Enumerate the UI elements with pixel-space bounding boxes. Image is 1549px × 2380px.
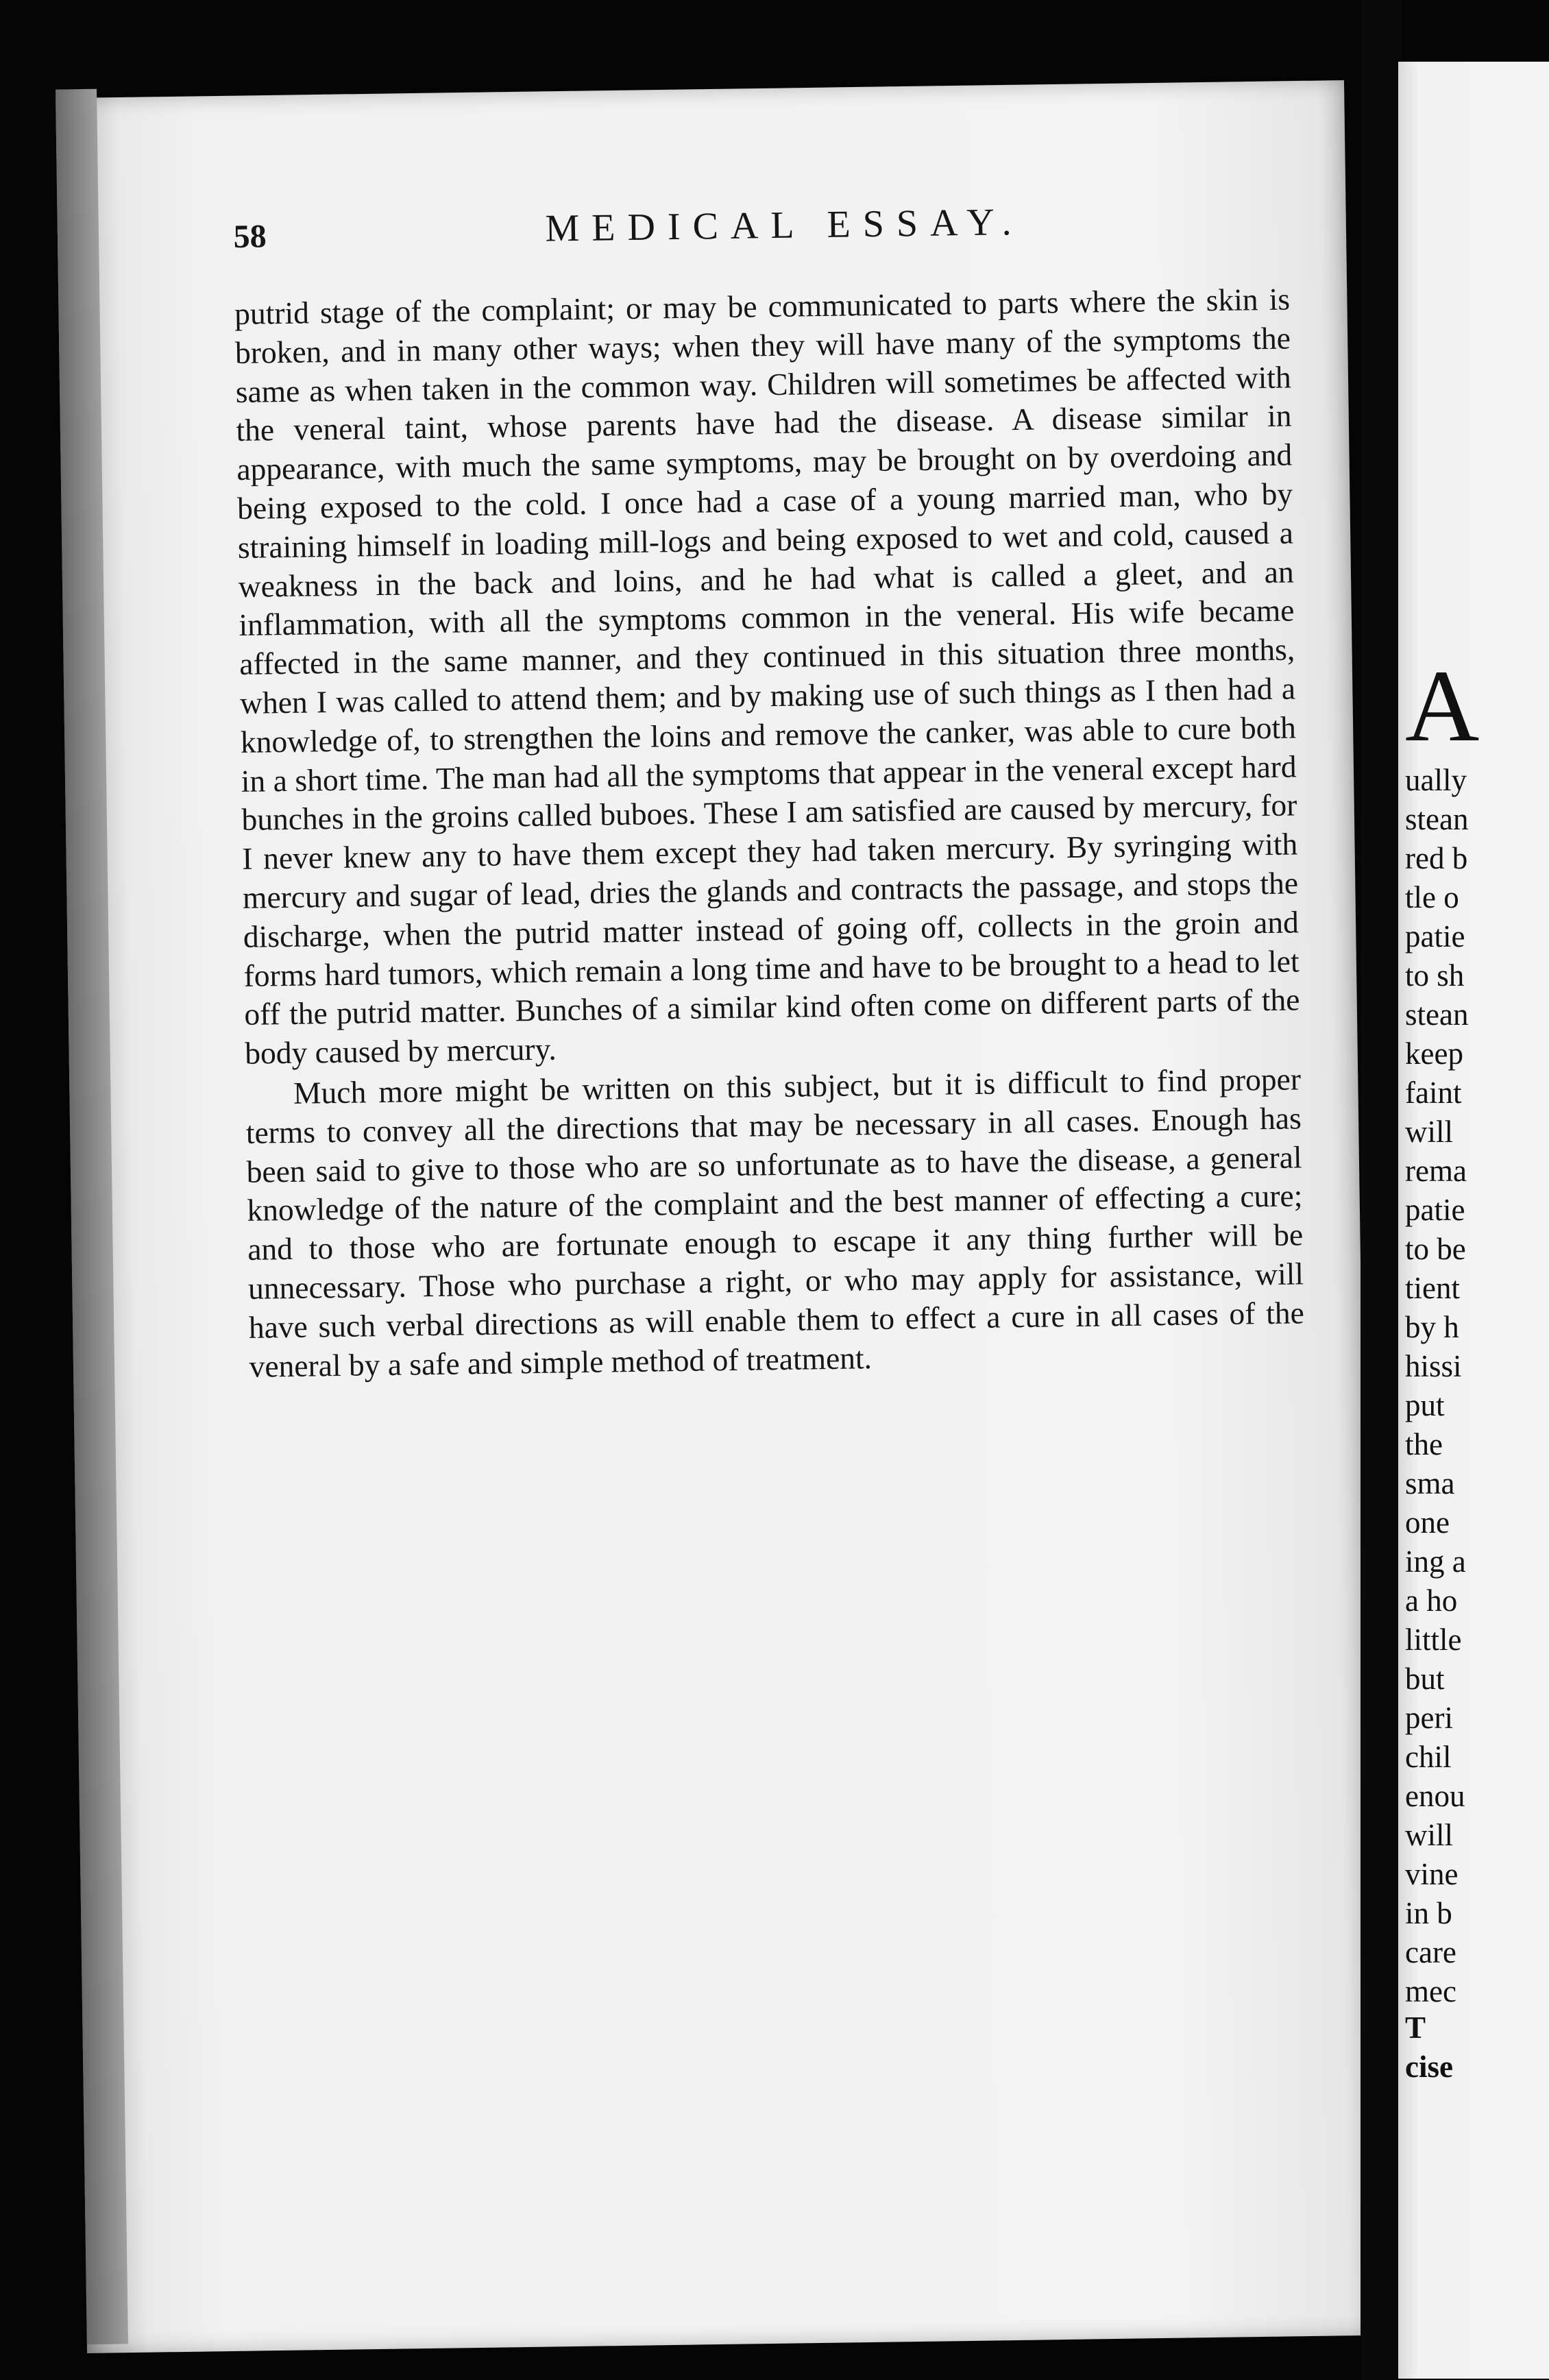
facing-page-line: red b [1405, 841, 1468, 875]
facing-page-line: by h [1405, 1310, 1459, 1344]
facing-page-line: will [1405, 1818, 1454, 1852]
page-number: 58 [233, 218, 267, 255]
drop-cap: A [1405, 649, 1480, 763]
facing-page-line: sma [1405, 1466, 1455, 1501]
book-gutter [1361, 0, 1402, 2380]
facing-page-line: will [1405, 1115, 1454, 1149]
facing-page-line: faint [1405, 1076, 1462, 1110]
body-text [234, 280, 1305, 1386]
facing-page-line: patie [1405, 919, 1465, 954]
facing-page-footer-line: T [1405, 2011, 1426, 2045]
facing-page [1398, 62, 1549, 2379]
facing-page-line: little [1405, 1623, 1462, 1657]
facing-page-line: chil [1405, 1740, 1452, 1774]
paragraph: Much more might be written on this subject, but it is difficult to find proper terms to convey all the directions that may be necessary in all cases. Enough has been said to give to those who are so unfortunate as to have the disease, a general knowledge of the nature of the complaint and the best manner of effecting a cure; and to those who are fortunate enough to escape it any thing further will be unnecessary. Those who purchase a right, or who may apply for assistance, will have such verbal directions as will enable them to effect a cure in all cases of the veneral by a safe and simple method of treatment. [245, 1061, 1305, 1384]
facing-page-lines [1405, 761, 1549, 2011]
paragraph: putrid stage of the complaint; or may be communicated to parts where the skin is broken, and in many other ways; when they will have many of the symptoms the same as when taken in the common way. Children will sometimes be affected with the veneral taint, whose parents have had the disease. A disease similar in appearance, with much the same symptoms, may be brought on by overdoing and being exposed to the cold. I once had a case of a young married man, who by straining himself in loading mill-logs and being exposed to wet and cold, caused a weakness in the back and loins, and he had what is called a gleet, and an inflammation, with all the symptoms common in the veneral. His wife became affected in the same manner, and they continued in this situation three months, when I was called to attend them; and by making use of such things as I then had a knowledge of, to strengthen the loins and remove the canker, was able to cure both in a short time. The man had all the symptoms that appear in the veneral except hard bunches in the groins called buboes. These I am satisfied are caused by mercury, for I never knew any to have them except they had taken mercury. By syringing with mercury and sugar of lead, dries the glands and contracts the passage, and stops the discharge, when the putrid matter instead of going off, collects in the groin and forms hard tumors, which remain a long time and have to be brought to a head to let off the putrid matter. Bunches of a similar kind often come on different parts of the body caused by mercury. [234, 281, 1300, 1071]
facing-page-line: ing a [1405, 1544, 1466, 1579]
facing-page-line: patie [1405, 1193, 1465, 1227]
facing-page-text [1405, 649, 1549, 2084]
facing-page-footer [1405, 2008, 1549, 2087]
facing-page-line: ually [1405, 763, 1467, 797]
facing-page-line: mec [1405, 1974, 1456, 2008]
facing-page-line: enou [1405, 1779, 1465, 1813]
facing-page-line: keep [1405, 1036, 1463, 1071]
facing-page-line: to be [1405, 1232, 1466, 1266]
facing-page-line: put [1405, 1388, 1445, 1422]
facing-page-line: vine [1405, 1857, 1459, 1891]
facing-page-line: the [1405, 1427, 1443, 1461]
facing-page-line: tle o [1405, 880, 1459, 914]
running-title: MEDICAL ESSAY. [545, 200, 1024, 250]
page-content [233, 191, 1305, 1386]
facing-page-line: rema [1405, 1154, 1467, 1188]
facing-page-line: peri [1405, 1701, 1453, 1735]
facing-page-line: a ho [1405, 1583, 1458, 1618]
facing-page-line: one [1405, 1505, 1450, 1540]
facing-page-line: but [1405, 1662, 1445, 1696]
facing-page-footer-line: cise [1405, 2050, 1453, 2084]
facing-page-line: in b [1405, 1896, 1452, 1930]
facing-page-line: care [1405, 1935, 1456, 1969]
facing-page-line: stean [1405, 802, 1469, 836]
facing-page-line: to sh [1405, 958, 1465, 993]
facing-page-line: stean [1405, 997, 1469, 1032]
facing-page-line: hissi [1405, 1349, 1462, 1383]
facing-page-line: tient [1405, 1271, 1460, 1305]
